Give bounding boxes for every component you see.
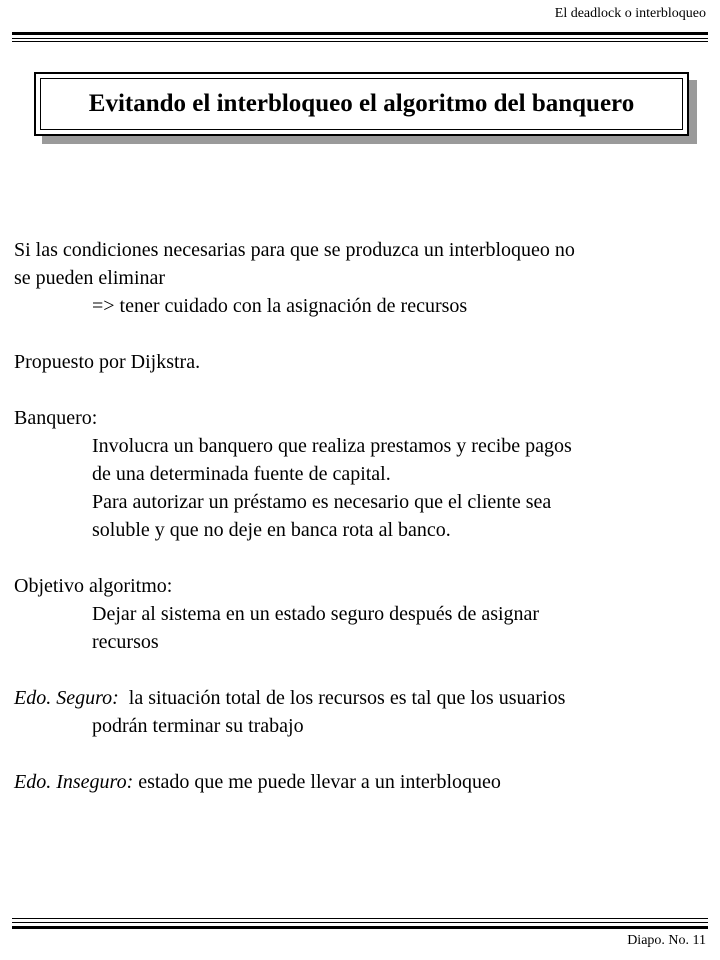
spacer: [14, 656, 704, 684]
body-line: Si las condiciones necesarias para que se produzca un interbloqueo no: [14, 239, 575, 261]
body-line: Para autorizar un préstamo es necesario que el cliente sea: [92, 491, 552, 513]
body-line: recursos: [92, 631, 159, 653]
spacer: [14, 320, 704, 348]
body-line: soluble y que no deje en banca rota al banco.: [92, 519, 451, 541]
body-line: podrán terminar su trabajo: [92, 715, 304, 737]
section-heading: Objetivo algoritmo:: [14, 575, 173, 597]
spacer: [14, 544, 704, 572]
slide-body: [14, 236, 704, 796]
term-safe-state: Edo. Seguro:: [14, 687, 119, 709]
body-line: de una determinada fuente de capital.: [92, 463, 391, 485]
title-inner-frame: [40, 78, 683, 130]
body-line: => tener cuidado con la asignación de recursos: [92, 295, 468, 317]
footer-rule: [12, 926, 708, 929]
spacer: [14, 376, 704, 404]
body-line: Propuesto por Dijkstra.: [14, 351, 201, 373]
body-line: se pueden eliminar: [14, 267, 166, 289]
definition-line: [14, 768, 704, 796]
body-line: Dejar al sistema en un estado seguro después de asignar: [92, 603, 540, 625]
footer-rule-thin: [12, 918, 708, 923]
header-label: El deadlock o interbloqueo: [554, 6, 706, 21]
body-line: Involucra un banquero que realiza prestamos y recibe pagos: [92, 435, 572, 457]
definition-line: [14, 684, 704, 712]
header-rule-thin: [12, 41, 708, 42]
definition-text: estado que me puede llevar a un interbloqueo: [133, 771, 501, 793]
section-heading: Banquero:: [14, 407, 98, 429]
spacer: [14, 740, 704, 768]
page-title: Evitando el interbloqueo el algoritmo del banquero: [88, 90, 635, 117]
slide-number: Diapo. No. 11: [627, 933, 706, 948]
term-unsafe-state: Edo. Inseguro:: [14, 771, 134, 793]
definition-text: la situación total de los recursos es tal que los usuarios: [118, 687, 566, 709]
title-box: [34, 72, 689, 136]
header-rule: [12, 32, 708, 39]
